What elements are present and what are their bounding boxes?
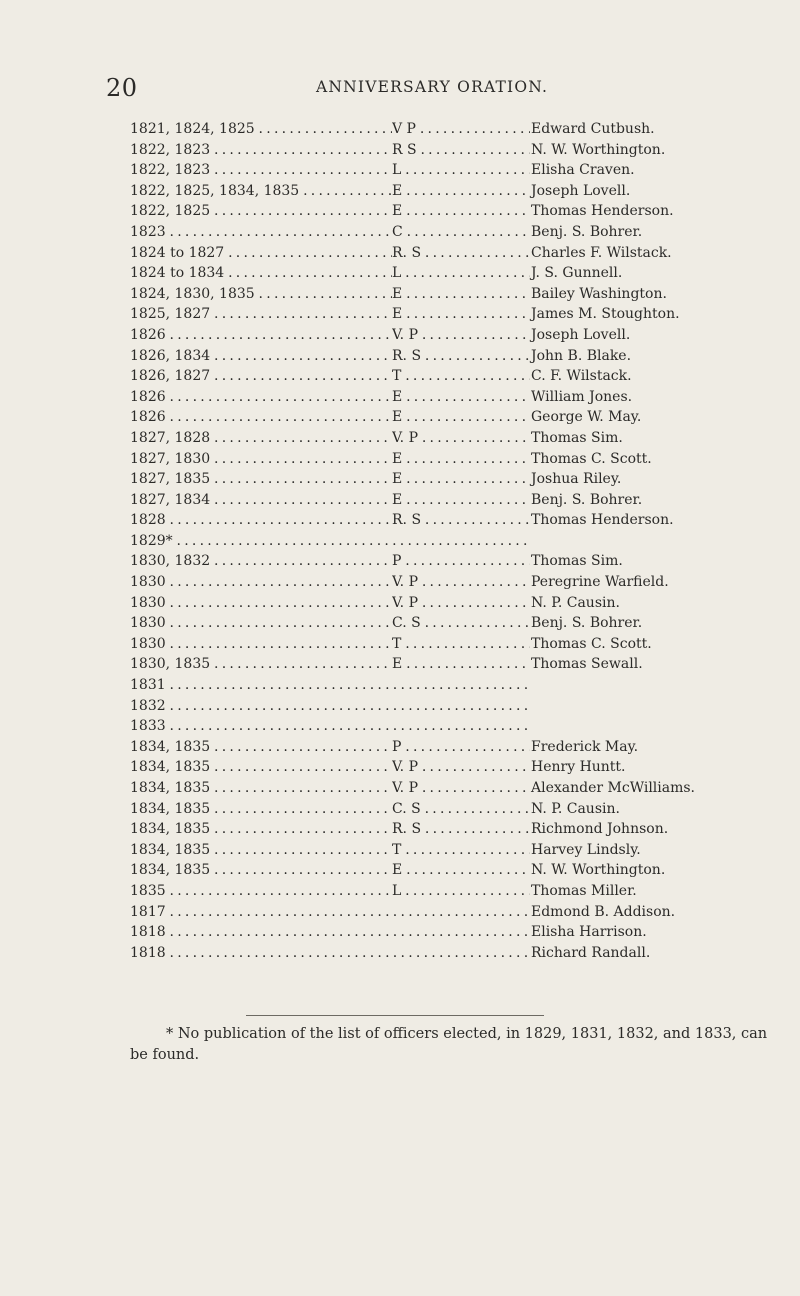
row-office bbox=[392, 469, 530, 490]
years-text: 1826 bbox=[130, 409, 166, 426]
row-office bbox=[392, 284, 530, 305]
office-text: T bbox=[392, 635, 402, 652]
office-text: E bbox=[392, 862, 403, 879]
years-text: 1830 bbox=[130, 574, 166, 591]
office-text: C bbox=[392, 223, 403, 240]
years-text: 1832 bbox=[130, 697, 166, 714]
row-office bbox=[392, 799, 530, 820]
row-years bbox=[130, 881, 392, 902]
years-text: 1827, 1828 bbox=[130, 429, 211, 446]
office-text: L bbox=[392, 882, 402, 899]
office-text: E bbox=[392, 203, 403, 220]
row-office bbox=[392, 778, 530, 799]
years-text: 1822, 1825, 1834, 1835 bbox=[130, 182, 300, 199]
row-name: George W. May. bbox=[530, 407, 641, 428]
years-text: 1824, 1830, 1835 bbox=[130, 285, 255, 302]
table-row bbox=[130, 222, 770, 243]
row-years bbox=[130, 696, 530, 717]
row-office bbox=[392, 243, 530, 264]
row-name: Edward Cutbush. bbox=[530, 119, 655, 140]
office-text: E bbox=[392, 306, 403, 323]
row-name: N. W. Worthington. bbox=[530, 140, 665, 161]
row-years bbox=[130, 346, 392, 367]
row-years bbox=[130, 119, 392, 140]
row-name: Benj. S. Bohrer. bbox=[530, 490, 642, 511]
row-years bbox=[130, 201, 392, 222]
row-years bbox=[130, 263, 392, 284]
years-text: 1822, 1823 bbox=[130, 141, 211, 158]
footnote-divider bbox=[246, 1015, 544, 1016]
years-text: 1833 bbox=[130, 718, 166, 735]
row-name: N. W. Worthington. bbox=[530, 860, 665, 881]
row-years bbox=[130, 675, 530, 696]
row-office bbox=[392, 757, 530, 778]
row-name: John B. Blake. bbox=[530, 346, 631, 367]
row-years bbox=[130, 181, 392, 202]
row-name: Edmond B. Addison. bbox=[530, 902, 675, 923]
table-row bbox=[130, 119, 770, 140]
row-office bbox=[392, 140, 530, 161]
table-row bbox=[130, 819, 770, 840]
row-name: Richard Randall. bbox=[530, 943, 650, 964]
row-years bbox=[130, 613, 392, 634]
office-text: V. P bbox=[392, 780, 418, 796]
row-office bbox=[392, 510, 530, 531]
row-years bbox=[130, 222, 392, 243]
row-office bbox=[392, 881, 530, 902]
years-text: 1829* bbox=[130, 532, 173, 549]
row-office bbox=[392, 325, 530, 346]
row-years bbox=[130, 819, 392, 840]
table-row bbox=[130, 284, 770, 305]
row-years bbox=[130, 572, 392, 593]
row-office bbox=[392, 634, 530, 655]
years-text: 1834, 1835 bbox=[130, 862, 211, 879]
row-office bbox=[392, 160, 530, 181]
table-row bbox=[130, 160, 770, 181]
page-number: 20 bbox=[106, 74, 138, 102]
years-text: 1826, 1834 bbox=[130, 347, 211, 364]
row-years bbox=[130, 757, 392, 778]
row-name: Harvey Lindsly. bbox=[530, 840, 641, 861]
row-office bbox=[392, 490, 530, 511]
table-row bbox=[130, 387, 770, 408]
years-text: 1826 bbox=[130, 326, 166, 343]
table-row bbox=[130, 510, 770, 531]
row-years bbox=[130, 943, 530, 964]
table-row bbox=[130, 799, 770, 820]
years-text: 1834, 1835 bbox=[130, 800, 211, 817]
years-text: 1826 bbox=[130, 388, 166, 405]
table-row bbox=[130, 634, 770, 655]
office-text: V. P bbox=[392, 759, 418, 776]
years-text: 1818 bbox=[130, 924, 166, 941]
row-name: Alexander McWilliams. bbox=[530, 778, 695, 799]
table-row bbox=[130, 304, 770, 325]
office-text: R S bbox=[392, 141, 417, 158]
office-text: E bbox=[392, 388, 403, 405]
years-text: 1830, 1832 bbox=[130, 553, 211, 570]
row-years bbox=[130, 428, 392, 449]
table-row bbox=[130, 551, 770, 572]
row-years bbox=[130, 593, 392, 614]
years-text: 1823 bbox=[130, 223, 166, 240]
table-row bbox=[130, 757, 770, 778]
table-row bbox=[130, 572, 770, 593]
years-text: 1834, 1835 bbox=[130, 759, 211, 776]
table-row bbox=[130, 181, 770, 202]
table-row bbox=[130, 201, 770, 222]
row-years bbox=[130, 325, 392, 346]
years-text: 1826, 1827 bbox=[130, 368, 211, 385]
table-row bbox=[130, 346, 770, 367]
table-row bbox=[130, 469, 770, 490]
years-text: 1828 bbox=[130, 512, 166, 529]
office-text: V. P bbox=[392, 594, 418, 611]
row-office bbox=[392, 593, 530, 614]
row-name: Thomas Sim. bbox=[530, 551, 623, 572]
years-text: 1834, 1835 bbox=[130, 841, 211, 858]
row-office bbox=[392, 366, 530, 387]
office-text: T bbox=[392, 841, 402, 858]
row-years bbox=[130, 304, 392, 325]
office-text: V. P bbox=[392, 326, 418, 343]
years-text: 1821, 1824, 1825 bbox=[130, 121, 255, 137]
row-name: C. F. Wilstack. bbox=[530, 366, 632, 387]
row-years bbox=[130, 140, 392, 161]
row-years bbox=[130, 510, 392, 531]
row-years bbox=[130, 243, 392, 264]
row-name: J. S. Gunnell. bbox=[530, 263, 622, 284]
office-text: P bbox=[392, 553, 402, 570]
office-text: R. S bbox=[392, 347, 422, 364]
years-text: 1834, 1835 bbox=[130, 780, 211, 796]
row-years bbox=[130, 160, 392, 181]
office-text: V. P bbox=[392, 574, 418, 591]
row-office bbox=[392, 613, 530, 634]
row-years bbox=[130, 551, 392, 572]
row-name: Thomas Sim. bbox=[530, 428, 623, 449]
row-name: Bailey Washington. bbox=[530, 284, 667, 305]
row-office bbox=[392, 860, 530, 881]
years-text: 1817 bbox=[130, 903, 166, 920]
table-row bbox=[130, 531, 770, 552]
years-text: 1827, 1835 bbox=[130, 471, 211, 488]
running-head: ANNIVERSARY ORATION. bbox=[316, 78, 549, 96]
office-text: P bbox=[392, 738, 402, 755]
row-years bbox=[130, 902, 530, 923]
office-text: C. S bbox=[392, 615, 421, 632]
row-office bbox=[392, 181, 530, 202]
row-office bbox=[392, 449, 530, 470]
row-office bbox=[392, 387, 530, 408]
row-name: Charles F. Wilstack. bbox=[530, 243, 672, 264]
office-text: V. P bbox=[392, 429, 418, 446]
row-years bbox=[130, 716, 530, 737]
row-years bbox=[130, 407, 392, 428]
row-years bbox=[130, 922, 530, 943]
office-text: V P bbox=[392, 121, 416, 137]
office-text: E bbox=[392, 656, 403, 673]
years-text: 1831 bbox=[130, 677, 166, 694]
years-text: 1818 bbox=[130, 944, 166, 961]
office-text: E bbox=[392, 409, 403, 426]
table-row bbox=[130, 778, 770, 799]
office-text: E bbox=[392, 285, 403, 302]
years-text: 1830 bbox=[130, 635, 166, 652]
table-row bbox=[130, 428, 770, 449]
row-office bbox=[392, 840, 530, 861]
officer-list bbox=[130, 119, 770, 963]
row-name: Joseph Lovell. bbox=[530, 181, 630, 202]
row-years bbox=[130, 469, 392, 490]
row-years bbox=[130, 531, 530, 552]
years-text: 1830 bbox=[130, 594, 166, 611]
office-text: C. S bbox=[392, 800, 421, 817]
row-years bbox=[130, 737, 392, 758]
office-text: R. S bbox=[392, 244, 422, 261]
table-row bbox=[130, 366, 770, 387]
row-name: Thomas Sewall. bbox=[530, 654, 643, 675]
row-name: N. P. Causin. bbox=[530, 593, 620, 614]
table-row bbox=[130, 325, 770, 346]
row-name: Benj. S. Bohrer. bbox=[530, 222, 642, 243]
office-text: E bbox=[392, 491, 403, 508]
table-row bbox=[130, 263, 770, 284]
table-row bbox=[130, 407, 770, 428]
row-office bbox=[392, 304, 530, 325]
row-name: Joshua Riley. bbox=[530, 469, 621, 490]
row-office bbox=[392, 119, 530, 140]
table-row bbox=[130, 449, 770, 470]
years-text: 1827, 1834 bbox=[130, 491, 211, 508]
row-name: Frederick May. bbox=[530, 737, 638, 758]
row-name: Thomas C. Scott. bbox=[530, 449, 652, 470]
row-years bbox=[130, 860, 392, 881]
row-name: Thomas Henderson. bbox=[530, 510, 674, 531]
office-text: R. S bbox=[392, 821, 422, 838]
footnote: * No publication of the list of officers elected, in 1829, 1831, 1832, and 1833, can be found. bbox=[130, 1026, 768, 1063]
row-name: Peregrine Warfield. bbox=[530, 572, 669, 593]
table-row bbox=[130, 881, 770, 902]
office-text: E bbox=[392, 450, 403, 467]
office-text: E bbox=[392, 471, 403, 488]
row-years bbox=[130, 449, 392, 470]
table-row bbox=[130, 840, 770, 861]
table-row bbox=[130, 593, 770, 614]
row-office bbox=[392, 737, 530, 758]
years-text: 1830 bbox=[130, 615, 166, 632]
table-row bbox=[130, 716, 770, 737]
years-text: 1830, 1835 bbox=[130, 656, 211, 673]
table-row bbox=[130, 902, 770, 923]
years-text: 1825, 1827 bbox=[130, 306, 211, 323]
row-office bbox=[392, 407, 530, 428]
row-office bbox=[392, 428, 530, 449]
table-row bbox=[130, 490, 770, 511]
row-years bbox=[130, 284, 392, 305]
row-office bbox=[392, 572, 530, 593]
row-years bbox=[130, 490, 392, 511]
row-name: Thomas Henderson. bbox=[530, 201, 674, 222]
row-name: Elisha Craven. bbox=[530, 160, 635, 181]
years-text: 1835 bbox=[130, 882, 166, 899]
row-years bbox=[130, 840, 392, 861]
table-row bbox=[130, 696, 770, 717]
table-row bbox=[130, 943, 770, 964]
table-row bbox=[130, 737, 770, 758]
row-years bbox=[130, 778, 392, 799]
row-name: William Jones. bbox=[530, 387, 632, 408]
years-text: 1834, 1835 bbox=[130, 821, 211, 838]
table-row bbox=[130, 140, 770, 161]
years-text: 1822, 1825 bbox=[130, 203, 211, 220]
table-row bbox=[130, 922, 770, 943]
row-years bbox=[130, 634, 392, 655]
row-office bbox=[392, 551, 530, 572]
row-office bbox=[392, 263, 530, 284]
row-years bbox=[130, 387, 392, 408]
row-name: Thomas Miller. bbox=[530, 881, 637, 902]
table-row bbox=[130, 654, 770, 675]
row-office bbox=[392, 654, 530, 675]
office-text: R. S bbox=[392, 512, 422, 529]
row-name: Henry Huntt. bbox=[530, 757, 626, 778]
row-name: N. P. Causin. bbox=[530, 799, 620, 820]
row-name: Joseph Lovell. bbox=[530, 325, 630, 346]
row-office bbox=[392, 201, 530, 222]
table-row bbox=[130, 860, 770, 881]
years-text: 1827, 1830 bbox=[130, 450, 211, 467]
row-office bbox=[392, 346, 530, 367]
table-row bbox=[130, 243, 770, 264]
years-text: 1824 to 1834 bbox=[130, 265, 225, 282]
years-text: 1824 to 1827 bbox=[130, 244, 225, 261]
row-years bbox=[130, 799, 392, 820]
row-name: James M. Stoughton. bbox=[530, 304, 680, 325]
table-row bbox=[130, 675, 770, 696]
row-office bbox=[392, 819, 530, 840]
office-text: L bbox=[392, 162, 402, 179]
row-years bbox=[130, 654, 392, 675]
row-years bbox=[130, 366, 392, 387]
row-name: Richmond Johnson. bbox=[530, 819, 668, 840]
office-text: E bbox=[392, 182, 403, 199]
table-row bbox=[130, 613, 770, 634]
years-text: 1822, 1823 bbox=[130, 162, 211, 179]
row-name: Thomas C. Scott. bbox=[530, 634, 652, 655]
row-name: Benj. S. Bohrer. bbox=[530, 613, 642, 634]
office-text: T bbox=[392, 368, 402, 385]
row-name: Elisha Harrison. bbox=[530, 922, 647, 943]
office-text: L bbox=[392, 265, 402, 282]
years-text: 1834, 1835 bbox=[130, 738, 211, 755]
row-office bbox=[392, 222, 530, 243]
